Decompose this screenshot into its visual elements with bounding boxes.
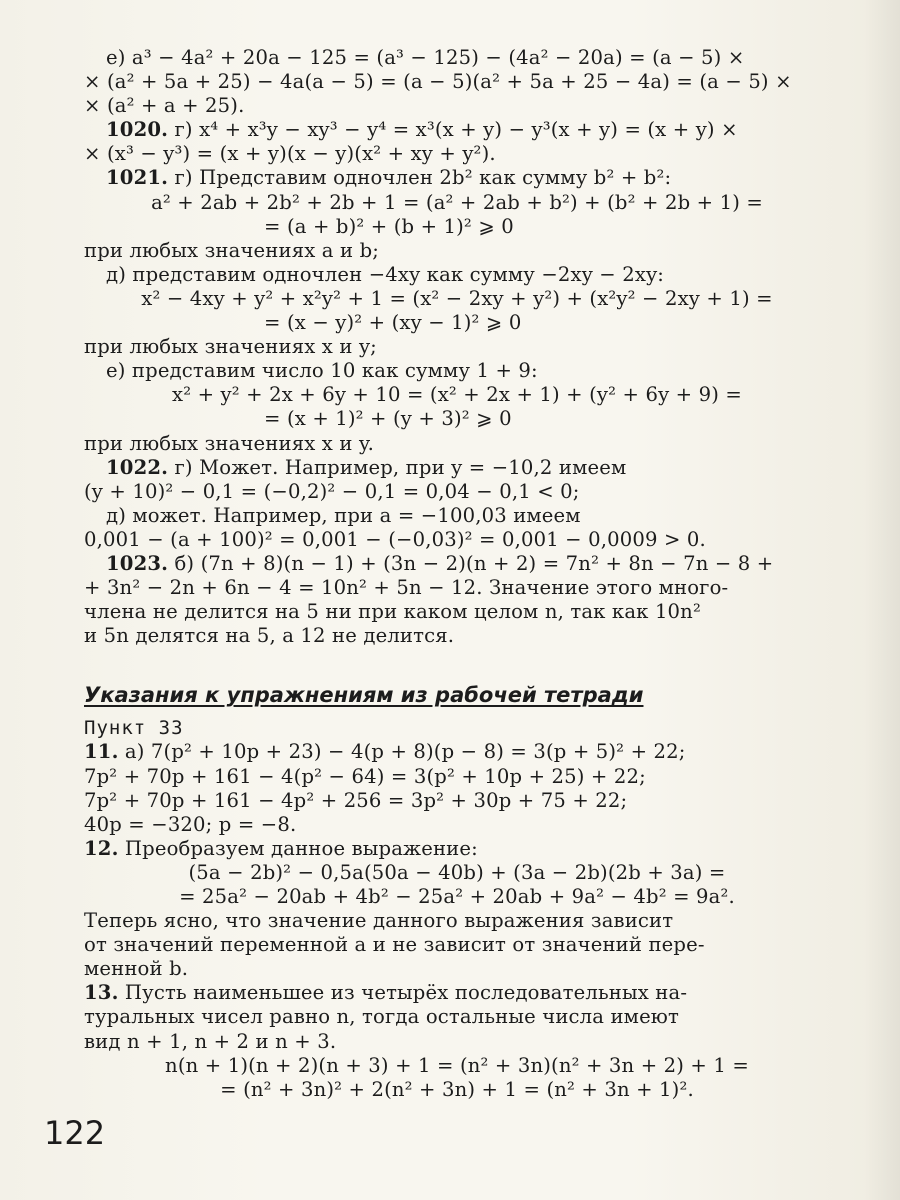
- text-line: [84, 191, 830, 215]
- line-text: г) Представим одночлен 2b² как сумму b² + b²:: [168, 166, 672, 190]
- text-line: [84, 837, 830, 861]
- line-text: 7p² + 70p + 161 − 4(p² − 64) = 3(p² + 10p + 25) + 22;: [84, 764, 646, 788]
- line-text: × (x³ − y³) = (x + y)(x − y)(x² + xy + y²).: [84, 142, 496, 166]
- line-text: x² − 4xy + y² + x²y² + 1 = (x² − 2xy + y²) + (x²y² − 2xy + 1) =: [141, 286, 773, 310]
- text-line: [84, 70, 830, 94]
- text-line: [84, 480, 830, 504]
- text-line: [84, 861, 830, 885]
- line-text: n(n + 1)(n + 2)(n + 3) + 1 = (n² + 3n)(n² + 3n + 2) + 1 =: [165, 1053, 749, 1077]
- text-line: [84, 118, 830, 142]
- text-line: [84, 239, 830, 263]
- line-text: при любых значениях a и b;: [84, 238, 380, 262]
- text-line: [84, 576, 830, 600]
- text-line: [84, 46, 830, 70]
- line-text: Преобразуем данное выражение:: [118, 836, 478, 860]
- line-text: 40p = −320; p = −8.: [84, 812, 297, 836]
- line-text: при любых значениях x и y;: [84, 335, 377, 359]
- line-text: = (n² + 3n)² + 2(n² + 3n) + 1 = (n² + 3n + 1)².: [220, 1077, 694, 1101]
- text-line: [84, 933, 830, 957]
- line-text: (5a − 2b)² − 0,5a(50a − 40b) + (3a − 2b)(2b + 3a) =: [188, 860, 726, 884]
- line-text: при любых значениях x и y.: [84, 431, 374, 455]
- line-text: от значений переменной a и не зависит от значений пере-: [84, 933, 705, 957]
- text-line: [84, 1054, 830, 1078]
- text-line: [84, 311, 830, 335]
- line-text: а) 7(p² + 10p + 23) − 4(p + 8)(p − 8) = 3(p + 5)² + 22;: [118, 740, 686, 764]
- section-subheading: Пункт 33: [84, 717, 184, 740]
- line-text: д) представим одночлен −4xy как сумму −2xy − 2xy:: [106, 262, 665, 286]
- line-text: е) a³ − 4a² + 20a − 125 = (a³ − 125) − (4a² − 20a) = (a − 5) ×: [106, 46, 745, 69]
- text-line: [84, 1005, 830, 1029]
- line-text: члена не делится на 5 ни при каком целом n, так как 10n²: [84, 600, 701, 624]
- text-line: [84, 1078, 830, 1102]
- line-text: вид n + 1, n + 2 и n + 3.: [84, 1029, 337, 1053]
- line-text: менной b.: [84, 957, 189, 981]
- line-text: × (a² + a + 25).: [84, 94, 245, 118]
- text-line: [84, 456, 830, 480]
- section-heading: Указания к упражнениям из рабочей тетради: [84, 683, 644, 708]
- exercise-number: 13.: [84, 981, 119, 1005]
- text-line: [84, 263, 830, 287]
- text-line: [84, 528, 830, 552]
- text-line: [84, 215, 830, 239]
- exercise-number: 12.: [84, 836, 119, 860]
- line-text: = (x + 1)² + (y + 3)² ⩾ 0: [264, 407, 512, 431]
- line-text: = (a + b)² + (b + 1)² ⩾ 0: [264, 214, 514, 238]
- text-line: [84, 765, 830, 789]
- line-text: г) Может. Например, при y = −10,2 имеем: [168, 455, 627, 479]
- text-line: [84, 740, 830, 764]
- text-line: [84, 166, 830, 190]
- text-line: [84, 981, 830, 1005]
- text-line: [84, 624, 830, 648]
- exercise-number: 11.: [84, 740, 119, 764]
- line-text: д) может. Например, при a = −100,03 имеем: [106, 503, 581, 527]
- line-text: + 3n² − 2n + 6n − 4 = 10n² + 5n − 12. Значение этого много-: [84, 576, 729, 600]
- line-text: = (x − y)² + (xy − 1)² ⩾ 0: [264, 311, 522, 335]
- text-line: [84, 957, 830, 981]
- line-text: = 25a² − 20ab + 4b² − 25a² + 20ab + 9a² − 4b² = 9a².: [179, 885, 735, 908]
- line-text: (y + 10)² − 0,1 = (−0,2)² − 0,1 = 0,04 − 0,1 < 0;: [84, 479, 580, 503]
- line-text: a² + 2ab + 2b² + 2b + 1 = (a² + 2ab + b²) + (b² + 2b + 1) =: [151, 190, 763, 214]
- text-line: [84, 407, 830, 431]
- line-text: г) x⁴ + x³y − xy³ − y⁴ = x³(x + y) − y³(x + y) = (x + y) ×: [168, 118, 738, 142]
- line-text: б) (7n + 8)(n − 1) + (3n − 2)(n + 2) = 7n² + 8n − 7n − 8 +: [168, 551, 774, 575]
- workbook-solutions-block: [84, 740, 830, 1101]
- exercise-number: 1023.: [106, 551, 169, 575]
- line-text: е) представим число 10 как сумму 1 + 9:: [106, 359, 538, 383]
- text-line: [84, 287, 830, 311]
- text-line: [84, 142, 830, 166]
- text-line: [84, 909, 830, 933]
- solutions-block: [84, 46, 830, 648]
- line-text: Теперь ясно, что значение данного выражения зависит: [84, 909, 674, 933]
- line-text: 0,001 − (a + 100)² = 0,001 − (−0,03)² = 0,001 − 0,0009 > 0.: [84, 527, 706, 551]
- page-number: 122: [44, 1114, 106, 1152]
- text-line: [84, 335, 830, 359]
- line-text: туральных чисел равно n, тогда остальные числа имеют: [84, 1005, 680, 1029]
- line-text: Пусть наименьшее из четырёх последовательных на-: [118, 981, 688, 1005]
- text-line: [84, 1030, 830, 1054]
- text-line: [84, 504, 830, 528]
- exercise-number: 1022.: [106, 455, 169, 479]
- text-line: [84, 552, 830, 576]
- text-line: [84, 813, 830, 837]
- text-line: [84, 600, 830, 624]
- line-text: и 5n делятся на 5, а 12 не делится.: [84, 624, 455, 648]
- exercise-number: 1021.: [106, 166, 169, 190]
- line-text: 7p² + 70p + 161 − 4p² + 256 = 3p² + 30p + 75 + 22;: [84, 788, 628, 812]
- text-line: [84, 432, 830, 456]
- text-line: [84, 94, 830, 118]
- exercise-number: 1020.: [106, 118, 169, 142]
- text-line: [84, 789, 830, 813]
- text-line: [84, 383, 830, 407]
- text-line: [84, 359, 830, 383]
- text-line: [84, 885, 830, 909]
- line-text: x² + y² + 2x + 6y + 10 = (x² + 2x + 1) + (y² + 6y + 9) =: [172, 383, 742, 407]
- line-text: × (a² + 5a + 25) − 4a(a − 5) = (a − 5)(a² + 5a + 25 − 4a) = (a − 5) ×: [84, 70, 792, 94]
